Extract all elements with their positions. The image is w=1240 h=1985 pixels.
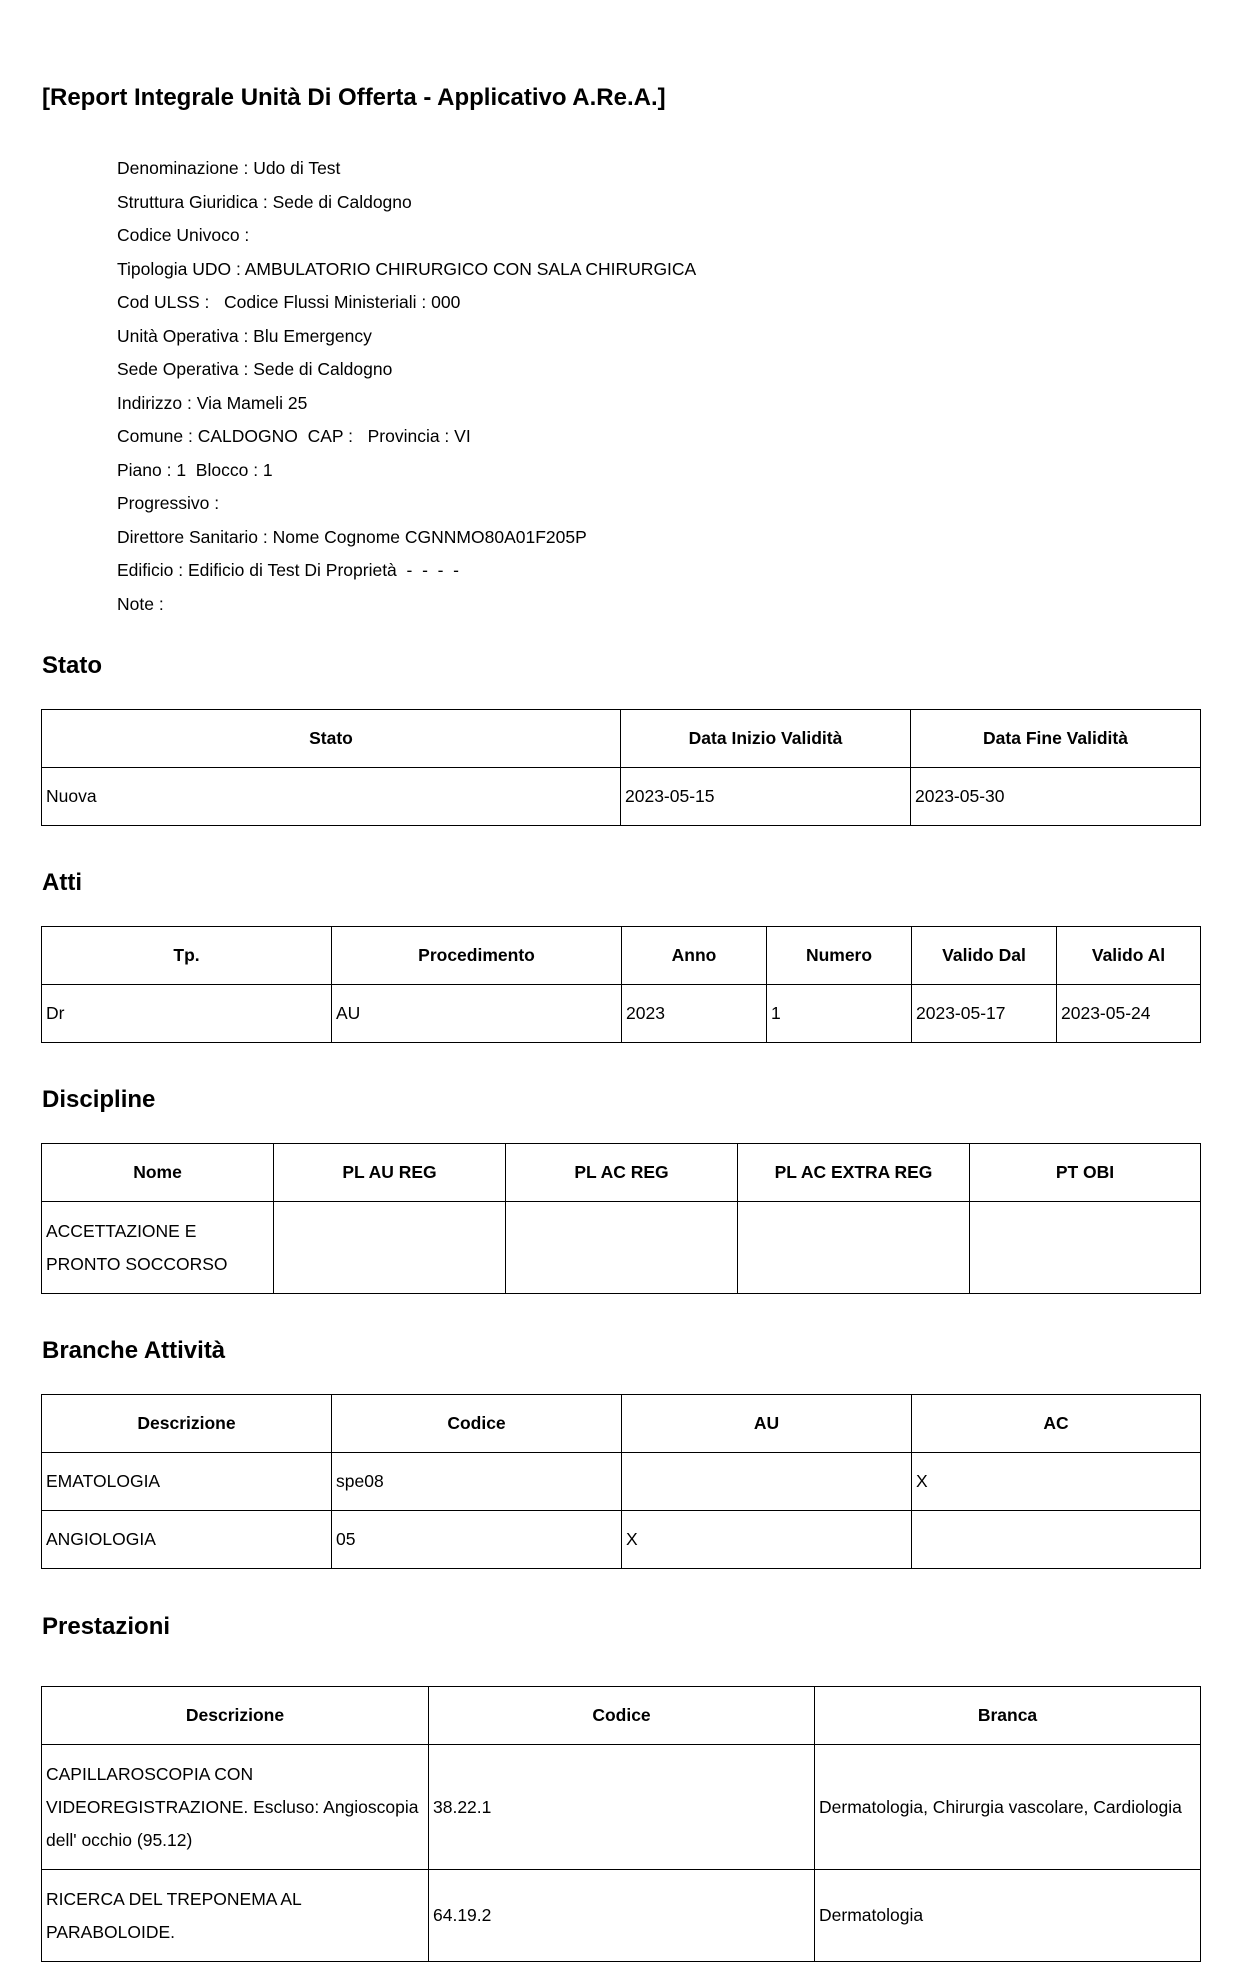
column-header: PL AU REG [274, 1144, 506, 1202]
table-cell [970, 1202, 1201, 1294]
table-cell: 1 [767, 985, 912, 1043]
column-header: PT OBI [970, 1144, 1201, 1202]
info-tipologia-udo: Tipologia UDO : AMBULATORIO CHIRURGICO CON SALA CHIRURGICA [117, 258, 697, 279]
info-unita-operativa: Unità Operativa : Blu Emergency [117, 325, 372, 346]
info-edificio: Edificio : Edificio di Test Di Proprietà - - - - [117, 560, 460, 580]
udo-info-list [117, 152, 696, 621]
column-header: AU [622, 1395, 912, 1453]
report-title: [Report Integrale Unità Di Offerta - Applicativo A.Re.A.] [42, 84, 666, 111]
column-header: Descrizione [42, 1687, 429, 1745]
table-cell [274, 1202, 506, 1294]
table-row [42, 1745, 1201, 1870]
table-header-row [42, 1144, 1201, 1202]
section-title-atti: Atti [42, 869, 82, 896]
table-row [42, 1870, 1201, 1962]
table-cell [912, 1511, 1201, 1569]
table-cell: ANGIOLOGIA [42, 1511, 332, 1569]
info-struttura-giuridica: Struttura Giuridica : Sede di Caldogno [117, 191, 412, 212]
table-cell: ACCETTAZIONE E PRONTO SOCCORSO [42, 1202, 274, 1294]
column-header: Procedimento [332, 927, 622, 985]
stato-table [41, 709, 1201, 826]
table-cell: 2023-05-17 [912, 985, 1057, 1043]
prestazioni-table [41, 1686, 1201, 1962]
table-cell: spe08 [332, 1453, 622, 1511]
column-header: Codice [332, 1395, 622, 1453]
info-note: Note : [117, 593, 164, 614]
table-header-row [42, 927, 1201, 985]
table-cell: 38.22.1 [429, 1745, 815, 1870]
branche-table [41, 1394, 1201, 1569]
table-cell: RICERCA DEL TREPONEMA AL PARABOLOIDE. [42, 1870, 429, 1962]
table-cell: X [912, 1453, 1201, 1511]
column-header: Stato [42, 710, 621, 768]
table-cell: 2023-05-15 [621, 768, 911, 826]
table-cell: Dermatologia [815, 1870, 1201, 1962]
column-header: Data Inizio Validità [621, 710, 911, 768]
table-cell: AU [332, 985, 622, 1043]
column-header: Codice [429, 1687, 815, 1745]
table-cell: 2023-05-24 [1057, 985, 1201, 1043]
table-header-row [42, 710, 1201, 768]
table-header-row [42, 1395, 1201, 1453]
column-header: PL AC EXTRA REG [738, 1144, 970, 1202]
column-header: PL AC REG [506, 1144, 738, 1202]
info-codice-univoco: Codice Univoco : [117, 225, 250, 245]
table-cell: 2023 [622, 985, 767, 1043]
section-title-branche: Branche Attività [42, 1337, 226, 1364]
table-cell: CAPILLAROSCOPIA CON VIDEOREGISTRAZIONE. Escluso: Angioscopia dell' occhio (95.12) [42, 1745, 429, 1870]
info-indirizzo: Indirizzo : Via Mameli 25 [117, 392, 308, 413]
info-cod-ulss: Cod ULSS : Codice Flussi Ministeriali : 000 [117, 292, 461, 312]
table-cell: 05 [332, 1511, 622, 1569]
table-row [42, 985, 1201, 1043]
info-sede-operativa: Sede Operativa : Sede di Caldogno [117, 359, 393, 379]
column-header: Nome [42, 1144, 274, 1202]
section-title-discipline: Discipline [42, 1086, 156, 1113]
column-header: Descrizione [42, 1395, 332, 1453]
column-header: Valido Al [1057, 927, 1201, 985]
column-header: Tp. [42, 927, 332, 985]
table-row [42, 1453, 1201, 1511]
table-cell: Dermatologia, Chirurgia vascolare, Cardiologia [815, 1745, 1201, 1870]
info-direttore-sanitario: Direttore Sanitario : Nome Cognome CGNNMO80A01F205P [117, 526, 587, 547]
table-cell [738, 1202, 970, 1294]
column-header: Data Fine Validità [911, 710, 1201, 768]
atti-table [41, 926, 1201, 1043]
section-title-prestazioni: Prestazioni [42, 1613, 171, 1640]
column-header: Anno [622, 927, 767, 985]
info-denominazione: Denominazione : Udo di Test [117, 158, 341, 178]
table-row [42, 768, 1201, 826]
table-cell: EMATOLOGIA [42, 1453, 332, 1511]
info-piano-blocco: Piano : 1 Blocco : 1 [117, 459, 273, 480]
section-title-stato: Stato [42, 652, 102, 679]
info-progressivo: Progressivo : [117, 493, 220, 513]
table-cell: 2023-05-30 [911, 768, 1201, 826]
column-header: Numero [767, 927, 912, 985]
table-cell: X [622, 1511, 912, 1569]
info-comune: Comune : CALDOGNO CAP : Provincia : VI [117, 426, 471, 446]
table-cell: 64.19.2 [429, 1870, 815, 1962]
column-header: Valido Dal [912, 927, 1057, 985]
column-header: Branca [815, 1687, 1201, 1745]
table-cell: Nuova [42, 768, 621, 826]
table-row [42, 1202, 1201, 1294]
table-cell: Dr [42, 985, 332, 1043]
table-cell [506, 1202, 738, 1294]
discipline-table [41, 1143, 1201, 1294]
table-header-row [42, 1687, 1201, 1745]
table-cell [622, 1453, 912, 1511]
table-row [42, 1511, 1201, 1569]
column-header: AC [912, 1395, 1201, 1453]
